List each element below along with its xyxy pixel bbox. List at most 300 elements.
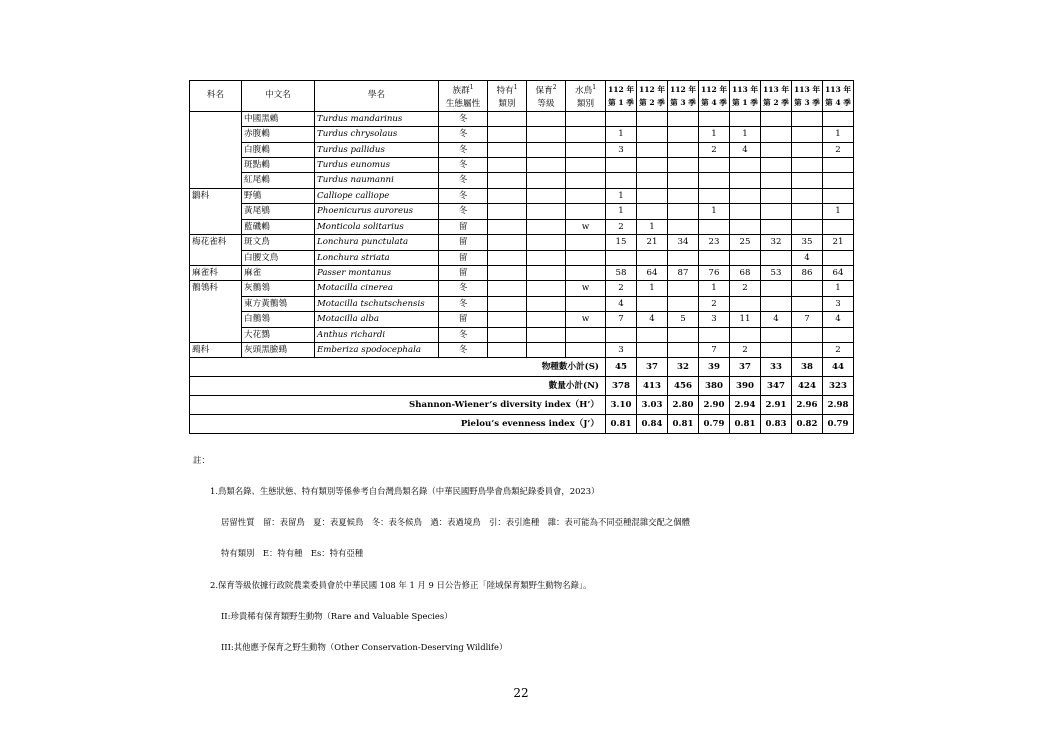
count-cell [792, 111, 823, 126]
conservation-cell [527, 188, 566, 203]
count-cell [637, 127, 668, 142]
summary-value: 0.84 [637, 415, 668, 434]
count-cell [606, 158, 637, 173]
conservation-cell [527, 173, 566, 188]
count-cell [792, 188, 823, 203]
count-cell [761, 188, 792, 203]
count-cell [730, 111, 761, 126]
count-cell: 2 [699, 142, 730, 157]
count-cell [761, 327, 792, 342]
summary-value: 44 [823, 358, 854, 377]
count-cell [730, 158, 761, 173]
count-cell [761, 296, 792, 311]
endemic-cell [488, 235, 527, 250]
header-quarter: 113 年 第 1 季 [730, 81, 761, 112]
count-cell: 2 [606, 219, 637, 234]
count-cell [668, 342, 699, 357]
summary-value: 38 [792, 358, 823, 377]
summary-value: 0.81 [606, 415, 637, 434]
count-cell [792, 158, 823, 173]
count-cell: 34 [668, 235, 699, 250]
count-cell: 58 [606, 265, 637, 280]
table-row [190, 327, 854, 342]
count-cell: 7 [606, 312, 637, 327]
count-cell [761, 281, 792, 296]
migration-cell: 冬 [439, 204, 488, 219]
count-cell [730, 296, 761, 311]
endemic-cell [488, 173, 527, 188]
endemic-cell [488, 327, 527, 342]
count-cell [637, 296, 668, 311]
count-cell [637, 204, 668, 219]
count-cell [792, 142, 823, 157]
count-cell [699, 111, 730, 126]
footnotes [193, 434, 690, 663]
waterbird-cell: w [566, 281, 606, 296]
summary-value: 0.81 [668, 415, 699, 434]
count-cell [668, 111, 699, 126]
count-cell [730, 173, 761, 188]
scientific-name-cell: Turdus chrysolaus [315, 127, 439, 142]
family-cell [190, 111, 242, 126]
count-cell [668, 127, 699, 142]
conservation-cell [527, 127, 566, 142]
count-cell [637, 250, 668, 265]
count-cell [637, 327, 668, 342]
summary-rows [190, 358, 854, 434]
summary-label: Shannon-Wiener’s diversity index（H’） [190, 396, 606, 415]
count-cell [761, 204, 792, 219]
count-cell: 1 [606, 188, 637, 203]
summary-value: 380 [699, 377, 730, 396]
count-cell [792, 342, 823, 357]
conservation-cell [527, 235, 566, 250]
count-cell: 2 [730, 281, 761, 296]
summary-value: 3.03 [637, 396, 668, 415]
migration-cell: 冬 [439, 173, 488, 188]
conservation-cell [527, 219, 566, 234]
header-quarter: 112 年 第 4 季 [699, 81, 730, 112]
table-row [190, 296, 854, 311]
family-cell [190, 296, 242, 311]
count-cell [606, 327, 637, 342]
count-cell [699, 158, 730, 173]
scientific-name-cell: Turdus eunomus [315, 158, 439, 173]
count-cell [823, 250, 854, 265]
header-quarter: 113 年 第 4 季 [823, 81, 854, 112]
count-cell: 64 [637, 265, 668, 280]
count-cell [699, 327, 730, 342]
endemic-cell [488, 250, 527, 265]
summary-value: 323 [823, 377, 854, 396]
family-cell: 麻雀科 [190, 265, 242, 280]
count-cell: 87 [668, 265, 699, 280]
count-cell [761, 158, 792, 173]
waterbird-cell [566, 342, 606, 357]
family-cell [190, 127, 242, 142]
count-cell [668, 142, 699, 157]
count-cell: 3 [606, 142, 637, 157]
bird-survey-table-container [189, 80, 853, 434]
waterbird-cell [566, 158, 606, 173]
count-cell: 4 [637, 312, 668, 327]
conservation-cell [527, 312, 566, 327]
conservation-cell [527, 265, 566, 280]
endemic-cell [488, 111, 527, 126]
count-cell [792, 219, 823, 234]
count-cell [730, 250, 761, 265]
count-cell [792, 127, 823, 142]
table-header-row [190, 81, 854, 112]
count-cell: 1 [637, 219, 668, 234]
count-cell: 3 [699, 312, 730, 327]
conservation-cell [527, 281, 566, 296]
endemic-cell [488, 142, 527, 157]
count-cell [699, 188, 730, 203]
waterbird-cell [566, 250, 606, 265]
count-cell [668, 173, 699, 188]
footnote-line: 特有類別 E：特有種 Es：特有亞種 [221, 548, 364, 559]
scientific-name-cell: Monticola solitarius [315, 219, 439, 234]
endemic-cell [488, 127, 527, 142]
count-cell: 15 [606, 235, 637, 250]
migration-cell: 留 [439, 235, 488, 250]
common-name-cell: 大花鷚 [242, 327, 315, 342]
count-cell: 25 [730, 235, 761, 250]
header-quarter: 112 年 第 2 季 [637, 81, 668, 112]
common-name-cell: 中國黑鶇 [242, 111, 315, 126]
common-name-cell: 黃尾鴝 [242, 204, 315, 219]
family-cell [190, 158, 242, 173]
summary-value: 0.79 [699, 415, 730, 434]
scientific-name-cell: Phoenicurus auroreus [315, 204, 439, 219]
common-name-cell: 紅尾鶇 [242, 173, 315, 188]
endemic-cell [488, 188, 527, 203]
count-cell [606, 250, 637, 265]
table-row [190, 188, 854, 203]
summary-value: 2.90 [699, 396, 730, 415]
scientific-name-cell: Motacilla cinerea [315, 281, 439, 296]
count-cell: 1 [606, 127, 637, 142]
endemic-cell [488, 296, 527, 311]
footnote-line: III:其他應予保育之野生動物（Other Conservation-Deserving Wildlife） [221, 642, 508, 653]
count-cell: 21 [637, 235, 668, 250]
count-cell: 68 [730, 265, 761, 280]
table-row [190, 281, 854, 296]
summary-value: 2.94 [730, 396, 761, 415]
table-row [190, 235, 854, 250]
count-cell: 4 [761, 312, 792, 327]
footnote-heading: 註： [193, 454, 210, 465]
count-cell: 5 [668, 312, 699, 327]
footnote-line: II:珍貴稀有保育類野生動物（Rare and Valuable Species） [221, 610, 453, 621]
count-cell [792, 327, 823, 342]
table-row [190, 127, 854, 142]
table-row [190, 250, 854, 265]
scientific-name-cell: Calliope calliope [315, 188, 439, 203]
count-cell [792, 173, 823, 188]
table-row [190, 265, 854, 280]
count-cell: 76 [699, 265, 730, 280]
migration-cell: 留 [439, 219, 488, 234]
scientific-name-cell: Passer montanus [315, 265, 439, 280]
count-cell [637, 158, 668, 173]
waterbird-cell [566, 127, 606, 142]
endemic-cell [488, 281, 527, 296]
endemic-cell [488, 219, 527, 234]
count-cell [637, 188, 668, 203]
endemic-cell [488, 204, 527, 219]
count-cell [668, 327, 699, 342]
count-cell: 2 [606, 281, 637, 296]
footnote-line: 居留性質 留：表留鳥 夏：表夏候鳥 冬：表冬候鳥 過：表過境鳥 引：表引進種 雜：表可能為不同亞種混雜交配之個體 [221, 517, 690, 528]
count-cell: 4 [792, 250, 823, 265]
migration-cell: 冬 [439, 127, 488, 142]
table-row [190, 219, 854, 234]
common-name-cell: 斑文鳥 [242, 235, 315, 250]
count-cell [668, 281, 699, 296]
summary-row [190, 358, 854, 377]
summary-value: 2.98 [823, 396, 854, 415]
conservation-cell [527, 204, 566, 219]
count-cell: 1 [823, 204, 854, 219]
summary-value: 0.83 [761, 415, 792, 434]
count-cell: 2 [730, 342, 761, 357]
family-cell [190, 250, 242, 265]
summary-value: 0.81 [730, 415, 761, 434]
count-cell: 1 [606, 204, 637, 219]
table-row [190, 158, 854, 173]
common-name-cell: 麻雀 [242, 265, 315, 280]
summary-label: 數量小計(N) [190, 377, 606, 396]
common-name-cell: 白腰文鳥 [242, 250, 315, 265]
header-quarter: 113 年 第 3 季 [792, 81, 823, 112]
waterbird-cell [566, 327, 606, 342]
header-common-name: 中文名 [242, 81, 315, 112]
summary-value: 390 [730, 377, 761, 396]
common-name-cell: 藍磯鶇 [242, 219, 315, 234]
count-cell: 1 [730, 127, 761, 142]
endemic-cell [488, 158, 527, 173]
count-cell: 64 [823, 265, 854, 280]
count-cell [668, 296, 699, 311]
summary-value: 39 [699, 358, 730, 377]
waterbird-cell: w [566, 312, 606, 327]
summary-value: 2.96 [792, 396, 823, 415]
common-name-cell: 白腹鶇 [242, 142, 315, 157]
count-cell [730, 204, 761, 219]
header-endemic: 特有$^1$ 類別 [488, 81, 527, 112]
count-cell [668, 188, 699, 203]
family-cell [190, 142, 242, 157]
count-cell: 21 [823, 235, 854, 250]
bird-survey-table [189, 80, 854, 434]
scientific-name-cell: Lonchura punctulata [315, 235, 439, 250]
count-cell [761, 142, 792, 157]
summary-value: 456 [668, 377, 699, 396]
count-cell [823, 219, 854, 234]
count-cell: 4 [730, 142, 761, 157]
count-cell [761, 173, 792, 188]
migration-cell: 冬 [439, 188, 488, 203]
conservation-cell [527, 250, 566, 265]
header-conservation: 保育$^2$ 等級 [527, 81, 566, 112]
count-cell: 1 [699, 281, 730, 296]
family-cell [190, 312, 242, 327]
table-row [190, 111, 854, 126]
family-cell: 鵐科 [190, 342, 242, 357]
count-cell [792, 296, 823, 311]
migration-cell: 冬 [439, 142, 488, 157]
conservation-cell [527, 296, 566, 311]
summary-value: 3.10 [606, 396, 637, 415]
common-name-cell: 灰鶺鴒 [242, 281, 315, 296]
count-cell [637, 342, 668, 357]
summary-value: 45 [606, 358, 637, 377]
waterbird-cell: w [566, 219, 606, 234]
common-name-cell: 野鴝 [242, 188, 315, 203]
count-cell [699, 219, 730, 234]
table-row [190, 204, 854, 219]
count-cell [637, 142, 668, 157]
count-cell [823, 173, 854, 188]
family-cell [190, 327, 242, 342]
species-rows [190, 111, 854, 358]
count-cell [761, 111, 792, 126]
count-cell [792, 281, 823, 296]
summary-value: 33 [761, 358, 792, 377]
count-cell [637, 173, 668, 188]
count-cell [699, 250, 730, 265]
endemic-cell [488, 312, 527, 327]
migration-cell: 留 [439, 312, 488, 327]
migration-cell: 冬 [439, 158, 488, 173]
count-cell: 1 [823, 127, 854, 142]
count-cell [823, 327, 854, 342]
scientific-name-cell: Motacilla tschutschensis [315, 296, 439, 311]
summary-row [190, 377, 854, 396]
header-quarter: 112 年 第 1 季 [606, 81, 637, 112]
count-cell: 3 [823, 296, 854, 311]
family-cell: 鶲科 [190, 188, 242, 203]
count-cell: 1 [823, 281, 854, 296]
conservation-cell [527, 111, 566, 126]
summary-value: 32 [668, 358, 699, 377]
table-row [190, 312, 854, 327]
count-cell [730, 219, 761, 234]
family-cell [190, 219, 242, 234]
count-cell [823, 158, 854, 173]
waterbird-cell [566, 235, 606, 250]
summary-value: 0.79 [823, 415, 854, 434]
count-cell: 4 [606, 296, 637, 311]
summary-label: 物種數小計(S) [190, 358, 606, 377]
summary-value: 378 [606, 377, 637, 396]
header-waterbird: 水鳥$^1$ 類別 [566, 81, 606, 112]
count-cell [761, 250, 792, 265]
conservation-cell [527, 158, 566, 173]
count-cell [637, 111, 668, 126]
waterbird-cell [566, 296, 606, 311]
scientific-name-cell: Emberiza spodocephala [315, 342, 439, 357]
count-cell [606, 111, 637, 126]
count-cell [823, 188, 854, 203]
count-cell [668, 250, 699, 265]
conservation-cell [527, 327, 566, 342]
count-cell: 1 [699, 204, 730, 219]
footnote-line: 1.鳥類名錄、生態狀態、特有類別等係參考自台灣鳥類名錄（中華民國野鳥學會鳥類紀錄委員會，2023） [210, 486, 600, 497]
family-cell [190, 204, 242, 219]
conservation-cell [527, 342, 566, 357]
count-cell [761, 219, 792, 234]
migration-cell: 留 [439, 250, 488, 265]
migration-cell: 冬 [439, 342, 488, 357]
common-name-cell: 東方黃鶺鴒 [242, 296, 315, 311]
count-cell: 7 [792, 312, 823, 327]
common-name-cell: 白鶺鴒 [242, 312, 315, 327]
migration-cell: 冬 [439, 327, 488, 342]
family-cell [190, 173, 242, 188]
count-cell: 4 [823, 312, 854, 327]
count-cell: 2 [823, 342, 854, 357]
count-cell [730, 188, 761, 203]
scientific-name-cell: Lonchura striata [315, 250, 439, 265]
waterbird-cell [566, 188, 606, 203]
count-cell [699, 173, 730, 188]
count-cell: 2 [823, 142, 854, 157]
scientific-name-cell: Turdus mandarinus [315, 111, 439, 126]
summary-value: 2.91 [761, 396, 792, 415]
scientific-name-cell: Anthus richardi [315, 327, 439, 342]
scientific-name-cell: Motacilla alba [315, 312, 439, 327]
summary-value: 424 [792, 377, 823, 396]
count-cell [730, 327, 761, 342]
summary-row [190, 396, 854, 415]
header-scientific-name: 學名 [315, 81, 439, 112]
scientific-name-cell: Turdus pallidus [315, 142, 439, 157]
header-quarter: 113 年 第 2 季 [761, 81, 792, 112]
count-cell [606, 173, 637, 188]
count-cell: 23 [699, 235, 730, 250]
common-name-cell: 灰頭黑臉鵐 [242, 342, 315, 357]
count-cell: 2 [699, 296, 730, 311]
migration-cell: 冬 [439, 296, 488, 311]
summary-row [190, 415, 854, 434]
summary-value: 413 [637, 377, 668, 396]
count-cell [823, 111, 854, 126]
waterbird-cell [566, 111, 606, 126]
count-cell [792, 204, 823, 219]
count-cell: 11 [730, 312, 761, 327]
count-cell: 35 [792, 235, 823, 250]
count-cell: 53 [761, 265, 792, 280]
table-row [190, 142, 854, 157]
summary-value: 2.80 [668, 396, 699, 415]
endemic-cell [488, 342, 527, 357]
endemic-cell [488, 265, 527, 280]
count-cell: 32 [761, 235, 792, 250]
summary-value: 347 [761, 377, 792, 396]
count-cell: 1 [699, 127, 730, 142]
count-cell: 86 [792, 265, 823, 280]
common-name-cell: 赤腹鶇 [242, 127, 315, 142]
count-cell: 7 [699, 342, 730, 357]
footnote-line: 2.保育等級依據行政院農業委員會於中華民國 108 年 1 月 9 日公告修正「陸域保育類野生動物名錄」。 [210, 579, 592, 590]
count-cell [761, 127, 792, 142]
count-cell [668, 219, 699, 234]
conservation-cell [527, 142, 566, 157]
waterbird-cell [566, 142, 606, 157]
